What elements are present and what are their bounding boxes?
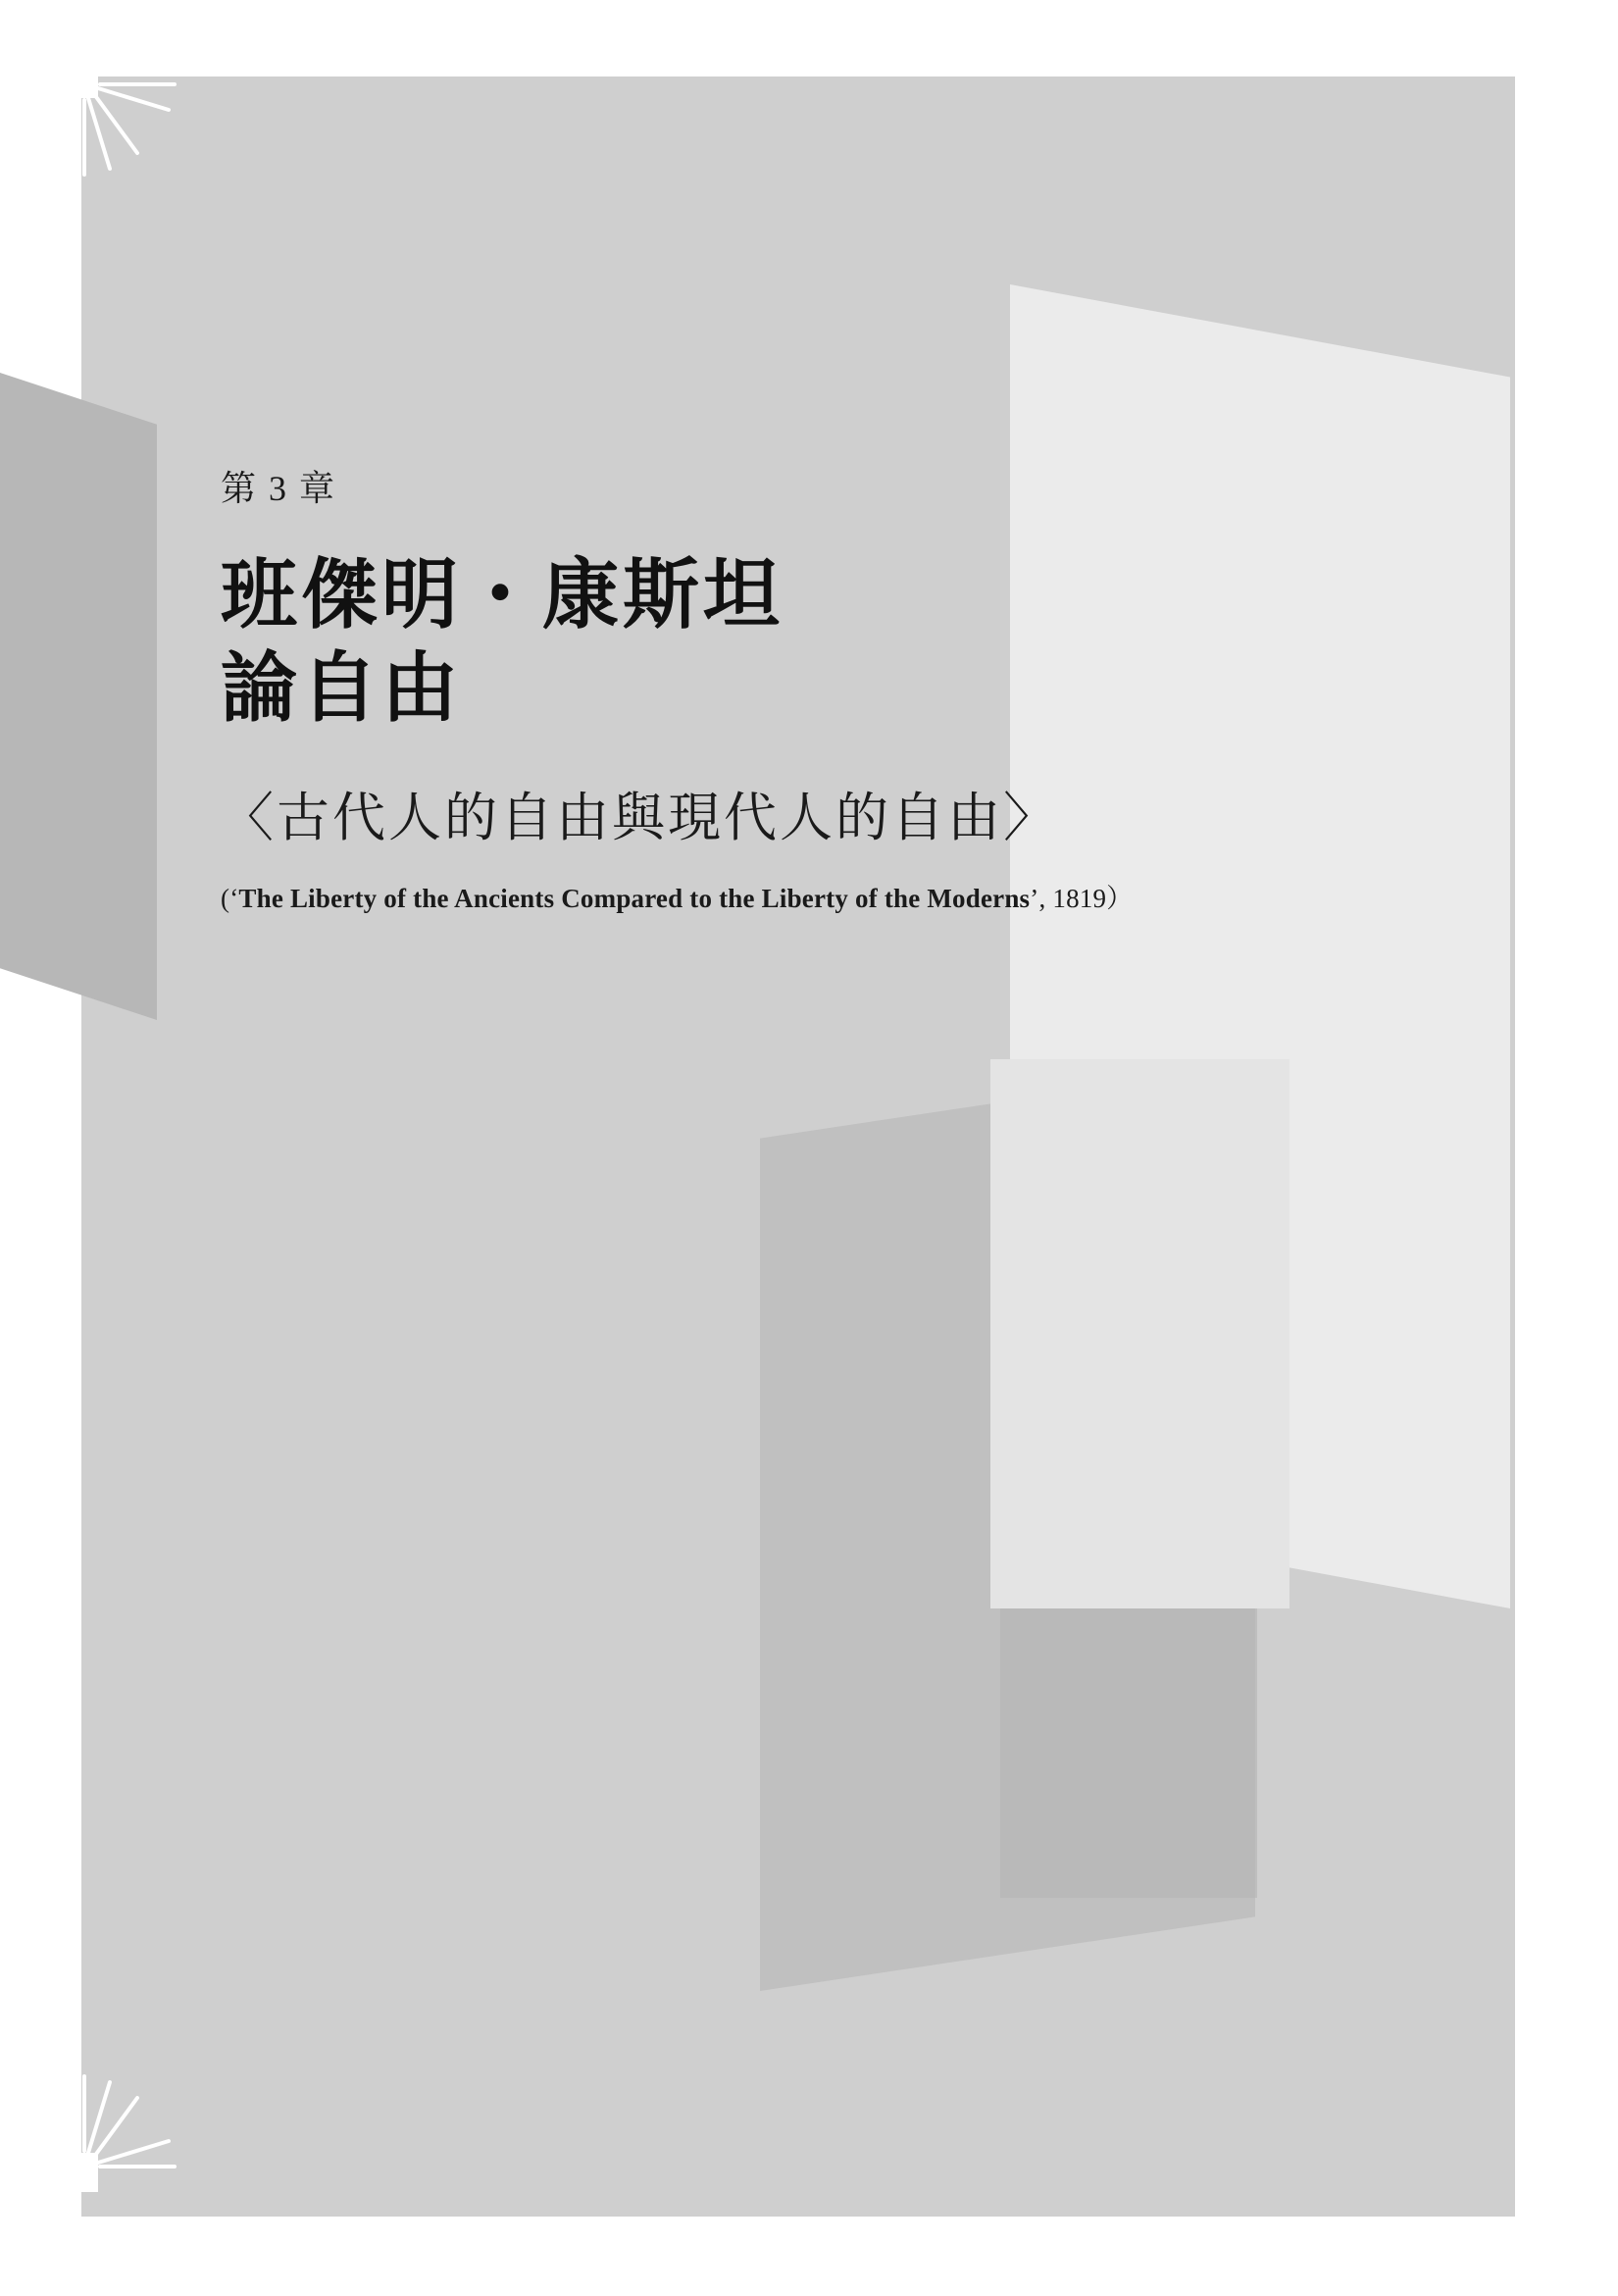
page-title-line-1: 班傑明・康斯坦	[221, 552, 784, 638]
english-title-line	[221, 877, 1397, 915]
corner-ornament-bottom-left	[59, 2065, 186, 2192]
english-title-suffix: ’, 1819）	[1030, 884, 1134, 914]
background-panel-light-mid	[990, 1059, 1289, 1608]
corner-ornament-top-left	[59, 59, 186, 186]
page-subtitle: 〈古代人的自由與現代人的自由〉	[221, 789, 1059, 848]
title-text-block	[221, 461, 1397, 915]
page-title	[221, 548, 1397, 735]
english-title-prefix: (‘	[221, 884, 239, 914]
chapter-label: 第 3 章	[221, 469, 337, 508]
page-title-line-2: 論自由	[221, 645, 463, 732]
background-slab-left	[0, 373, 157, 1020]
english-title: The Liberty of the Ancients Compared to the Liberty of the Moderns	[238, 884, 1031, 914]
